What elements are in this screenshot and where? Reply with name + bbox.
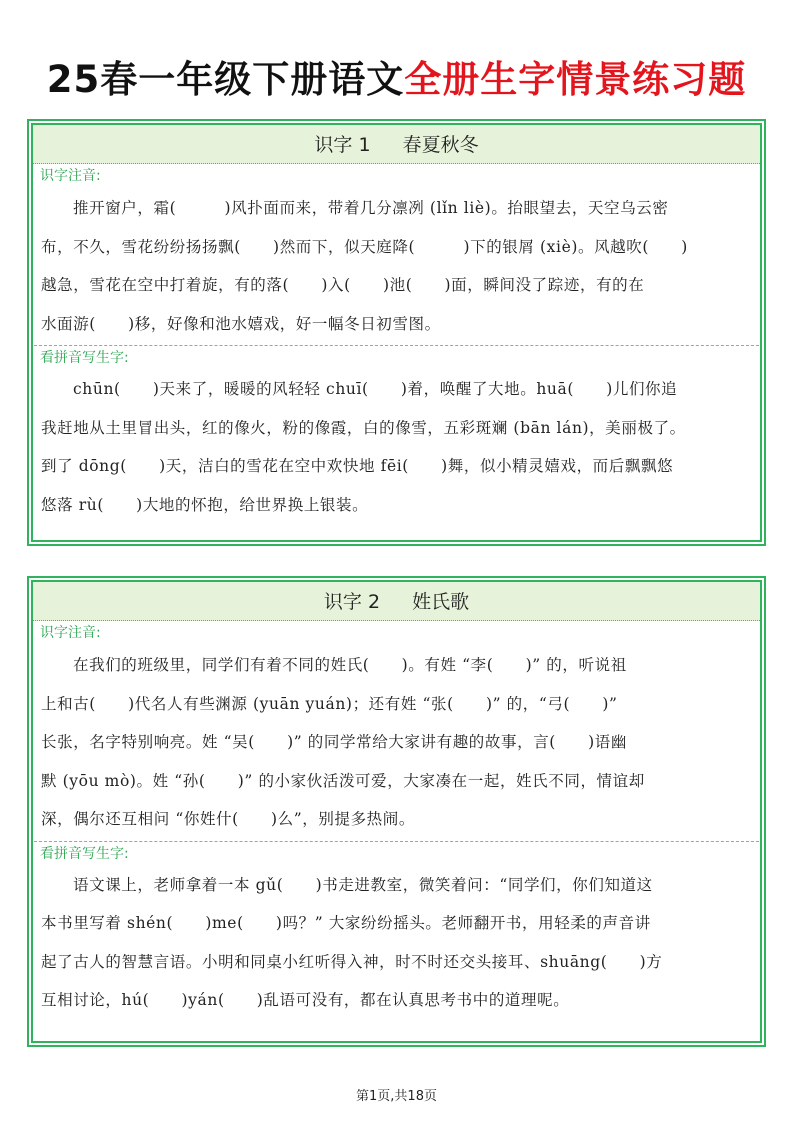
text-line: 本书里写着 shén( )me( )吗？” 大家纷纷摇头。老师翻开书，用轻柔的声音讲	[41, 914, 651, 932]
lesson-header	[33, 125, 760, 164]
exercise-paragraph	[33, 370, 760, 524]
text-line: 互相讨论，hú( )yán( )乱语可没有，都在认真思考书中的道理呢。	[41, 991, 570, 1009]
lesson-name: 春夏秋冬	[402, 134, 479, 156]
section-label-write: 看拼音写生字:	[40, 845, 129, 862]
text-line: 越急，雪花在空中打着旋，有的落( )入( )池( )面，瞬间没了踪迹，有的在	[41, 276, 645, 294]
lesson-card-1	[27, 119, 766, 546]
title-black-part: 25春一年级下册语文	[46, 58, 405, 101]
section-label-annotate: 识字注音:	[40, 168, 101, 184]
exercise-paragraph	[33, 866, 760, 1020]
text-line: 我赶地从土里冒出头，红的像火，粉的像霞，白的像雪，五彩斑斓 (bān lán)，美丽极了。	[41, 418, 686, 437]
lesson-name: 姓氏歌	[412, 591, 470, 613]
text-line: 默 (yōu mò)。姓 “孙( )” 的小家伙活泼可爱，大家凑在一起，姓氏不同，情谊却	[41, 771, 645, 790]
text-line: 在我们的班级里，同学们有着不同的姓氏( )。有姓 “李( )” 的，听说祖	[73, 656, 627, 674]
text-line: 到了 dōng( )天，洁白的雪花在空中欢快地 fēi( )舞，似小精灵嬉戏，而后飘飘悠	[41, 457, 674, 475]
title-red-part: 全册生字情景练习题	[404, 58, 747, 101]
lesson-header	[33, 582, 760, 621]
text-line: 语文课上，老师拿着一本 gǔ( )书走进教室，微笑着问：“同学们，你们知道这	[73, 875, 653, 894]
exercise-paragraph	[33, 646, 760, 839]
exercise-paragraph	[33, 189, 760, 343]
text-line: 悠落 rù( )大地的怀抱，给世界换上银装。	[41, 495, 369, 514]
page-indicator: 第1页,共18页	[356, 1089, 437, 1104]
text-line: 布，不久，雪花纷纷扬扬飘( )然而下，似天庭降( )下的银屑 (xiè)。风越吹( )	[41, 237, 688, 256]
text-line: 长张，名字特别响亮。姓 “吴( )” 的同学常给大家讲有趣的故事，言( )语幽	[41, 733, 627, 751]
section-label-write: 看拼音写生字:	[40, 350, 129, 366]
text-line: chūn( )天来了，暖暖的风轻轻 chuī( )着，唤醒了大地。huā( )儿们你追	[73, 380, 678, 398]
page-title	[0, 58, 793, 102]
text-line: 上和古( )代名人有些渊源 (yuān yuán)；还有姓 “张( )” 的，“弓( )”	[41, 694, 618, 713]
lesson-number: 识字 1	[314, 134, 371, 156]
lesson-card-2	[27, 576, 766, 1047]
section-label-annotate: 识字注音:	[40, 625, 101, 641]
text-line: 推开窗户，霜( )风扑面而来，带着几分凛冽 (lǐn liè)。抬眼望去，天空乌云密	[73, 199, 669, 217]
text-line: 水面游( )移，好像和池水嬉戏，好一幅冬日初雪图。	[41, 314, 441, 333]
text-line: 深，偶尔还互相问 “你姓什( )么”，别提多热闹。	[41, 810, 415, 828]
text-line: 起了古人的智慧言语。小明和同桌小红听得入神，时不时还交头接耳、shuāng( )方	[41, 952, 663, 971]
lesson-number: 识字 2	[323, 591, 381, 613]
